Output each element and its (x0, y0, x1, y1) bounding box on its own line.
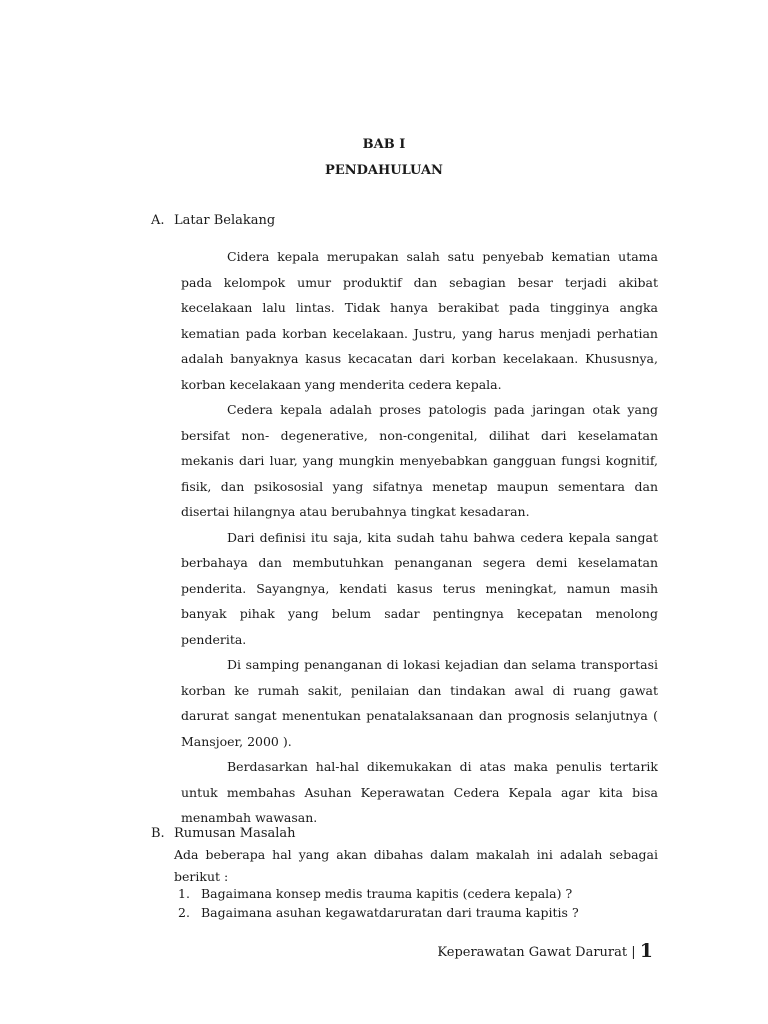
paragraph: Cedera kepala adalah proses patologis pada jaringan otak yang bersifat non- degenerative, non-congenital, dilihat dari keselamatan mekanis dari luar, yang mungkin menyebabkan gangguan fungsi kognitif, fisik, dan psikososial yang sifatnya menetap maupun sementara dan disertai hilangnya atau berubahnya tingkat kesadaran. (181, 402, 658, 519)
paragraph: Berdasarkan hal-hal dikemukakan di atas maka penulis tertarik untuk membahas Asuhan Keperawatan Cedera Kepala agar kita bisa menambah wawasan. (181, 759, 658, 825)
footer-text: Keperawatan Gawat Darurat | (437, 945, 636, 960)
paragraph: Di samping penanganan di lokasi kejadian dan selama transportasi korban ke rumah sakit, penilaian dan tindakan awal di ruang gawat darurat sangat menentukan penatalaksanaan dan prognosis selanjutnya ( Mansjoer, 2000 ). (181, 657, 658, 749)
section-b-heading (151, 826, 296, 841)
page-number: 1 (639, 940, 653, 962)
paragraph: Dari definisi itu saja, kita sudah tahu bahwa cedera kepala sangat berbahaya dan membutuhkan penanganan segera demi keselamatan penderita. Sayangnya, kendati kasus terus meningkat, namun masih banyak pihak yang belum sadar pentingnya kecepatan menolong penderita. (181, 529, 658, 647)
list-number: 1. (178, 886, 190, 901)
page-footer (437, 940, 653, 962)
paragraph: Cidera kepala merupakan salah satu penyebab kematian utama pada kelompok umur produktif dan sebagian besar terjadi akibat kecelakaan lalu lintas. Tidak hanya berakibat pada tingginya angka kematian pada korban kecelakaan. Justru, yang harus menjadi perhatian adalah banyaknya kasus kecacatan dari korban kecelakaan. Khususnya, korban kecelakaan yang menderita cedera kepala. (181, 249, 658, 392)
list-item (178, 884, 658, 903)
section-b-intro: Ada beberapa hal yang akan dibahas dalam makalah ini adalah sebagai berikut : (174, 847, 658, 884)
list-text: Bagaimana konsep medis trauma kapitis (cedera kepala) ? (201, 886, 573, 901)
section-a-body (181, 244, 658, 831)
list-item (178, 903, 658, 922)
section-b-label: B. (151, 826, 165, 841)
list-number: 2. (178, 905, 190, 920)
section-a-title: Latar Belakang (174, 213, 276, 228)
section-a-label: A. (151, 213, 165, 228)
chapter-title: PENDAHULUAN (325, 163, 443, 178)
chapter-number: BAB I (362, 137, 406, 152)
section-a-heading (151, 213, 275, 228)
list-text: Bagaimana asuhan kegawatdaruratan dari trauma kapitis ? (201, 905, 579, 920)
section-b-title: Rumusan Masalah (174, 826, 296, 841)
question-list (178, 884, 658, 922)
